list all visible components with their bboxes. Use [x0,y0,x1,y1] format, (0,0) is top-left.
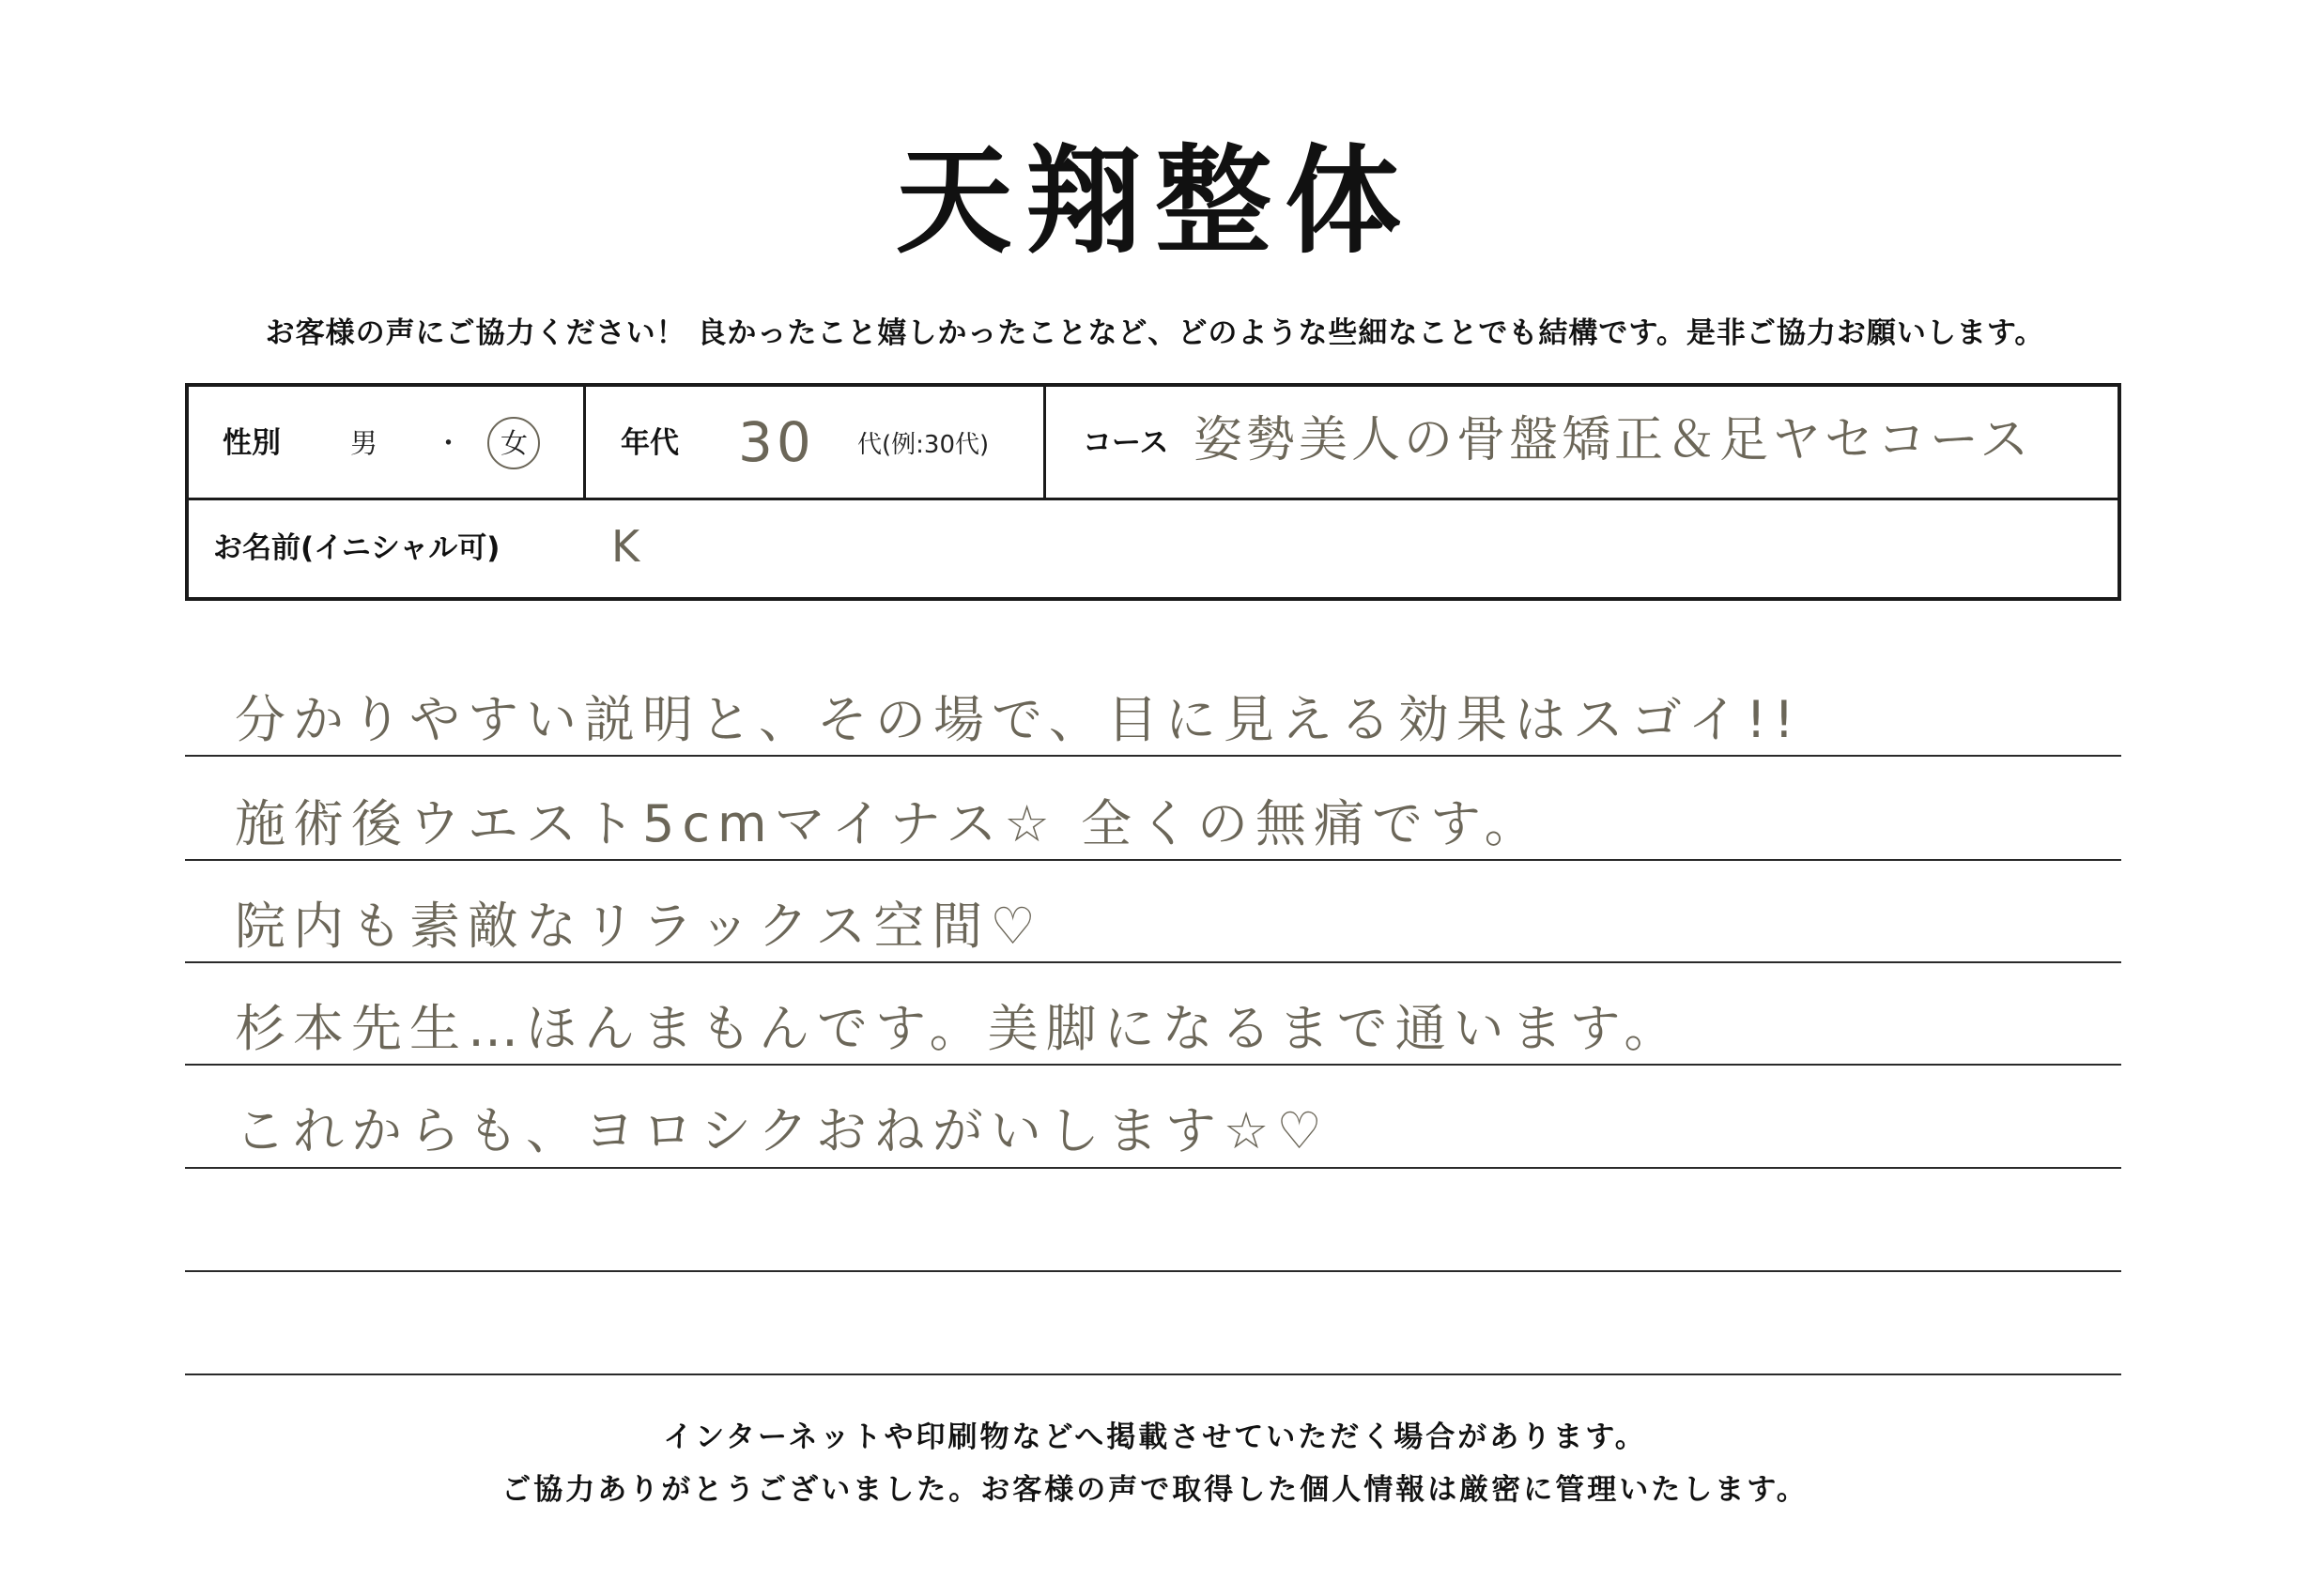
ruled-line-1 [185,755,2121,757]
comment-line-2: 施術後ウエスト5cmマイナス☆ 全くの無痛です。 [235,794,1543,853]
comment-line-5: これからも、ヨロシクおねがいします☆♡ [235,1101,1330,1160]
comment-line-4: 杉本先生…ほんまもんです。美脚になるまで通います。 [235,999,1683,1058]
gender-label: 性別 [223,426,281,460]
form-col-divider-1 [583,387,586,498]
gender-option-female[interactable]: 女 [500,427,529,459]
ruled-line-7 [185,1373,2121,1375]
selected-gender-circle [487,417,540,469]
gender-option-male[interactable]: 男 [350,427,378,459]
ruled-line-5 [185,1167,2121,1169]
gender-separator: ・ [435,427,463,459]
footer-line-2: ご協力ありがとうございました。お客様の声で取得した個人情報は厳密に管理いたします。 [501,1473,1809,1507]
comment-line-3: 院内も素敵なリラックス空間♡ [235,897,1043,956]
age-label: 年代 [621,426,679,460]
age-suffix: 代(例:30代) [857,431,990,459]
info-form [185,383,2121,601]
name-value[interactable]: K [611,521,644,572]
age-value[interactable]: 30 [738,410,815,474]
name-label: お名前(イニシャル可) [213,531,500,565]
footer-line-1: インターネットや印刷物などへ掲載させていただく場合があります。 [663,1420,1647,1454]
request-text: お客様の声にご協力ください！ 良かったこと嬉しかったことなど、どのような些細なことでも結構です。是非ご協力お願いします。 [265,316,2045,350]
comment-line-1: 分かりやすい説明と、その場で、目に見える効果はスゴイ!! [235,690,1802,749]
form-row-divider [189,498,2118,500]
form-col-divider-2 [1043,387,1046,498]
ruled-line-2 [185,859,2121,861]
ruled-line-3 [185,961,2121,963]
ruled-line-6 [185,1270,2121,1272]
page-title: 天翔整体 [895,133,1414,269]
course-value[interactable]: 姿勢美人の骨盤矯正＆足ヤセコース [1194,412,2033,468]
course-label: コース [1083,426,1169,460]
ruled-line-4 [185,1064,2121,1066]
